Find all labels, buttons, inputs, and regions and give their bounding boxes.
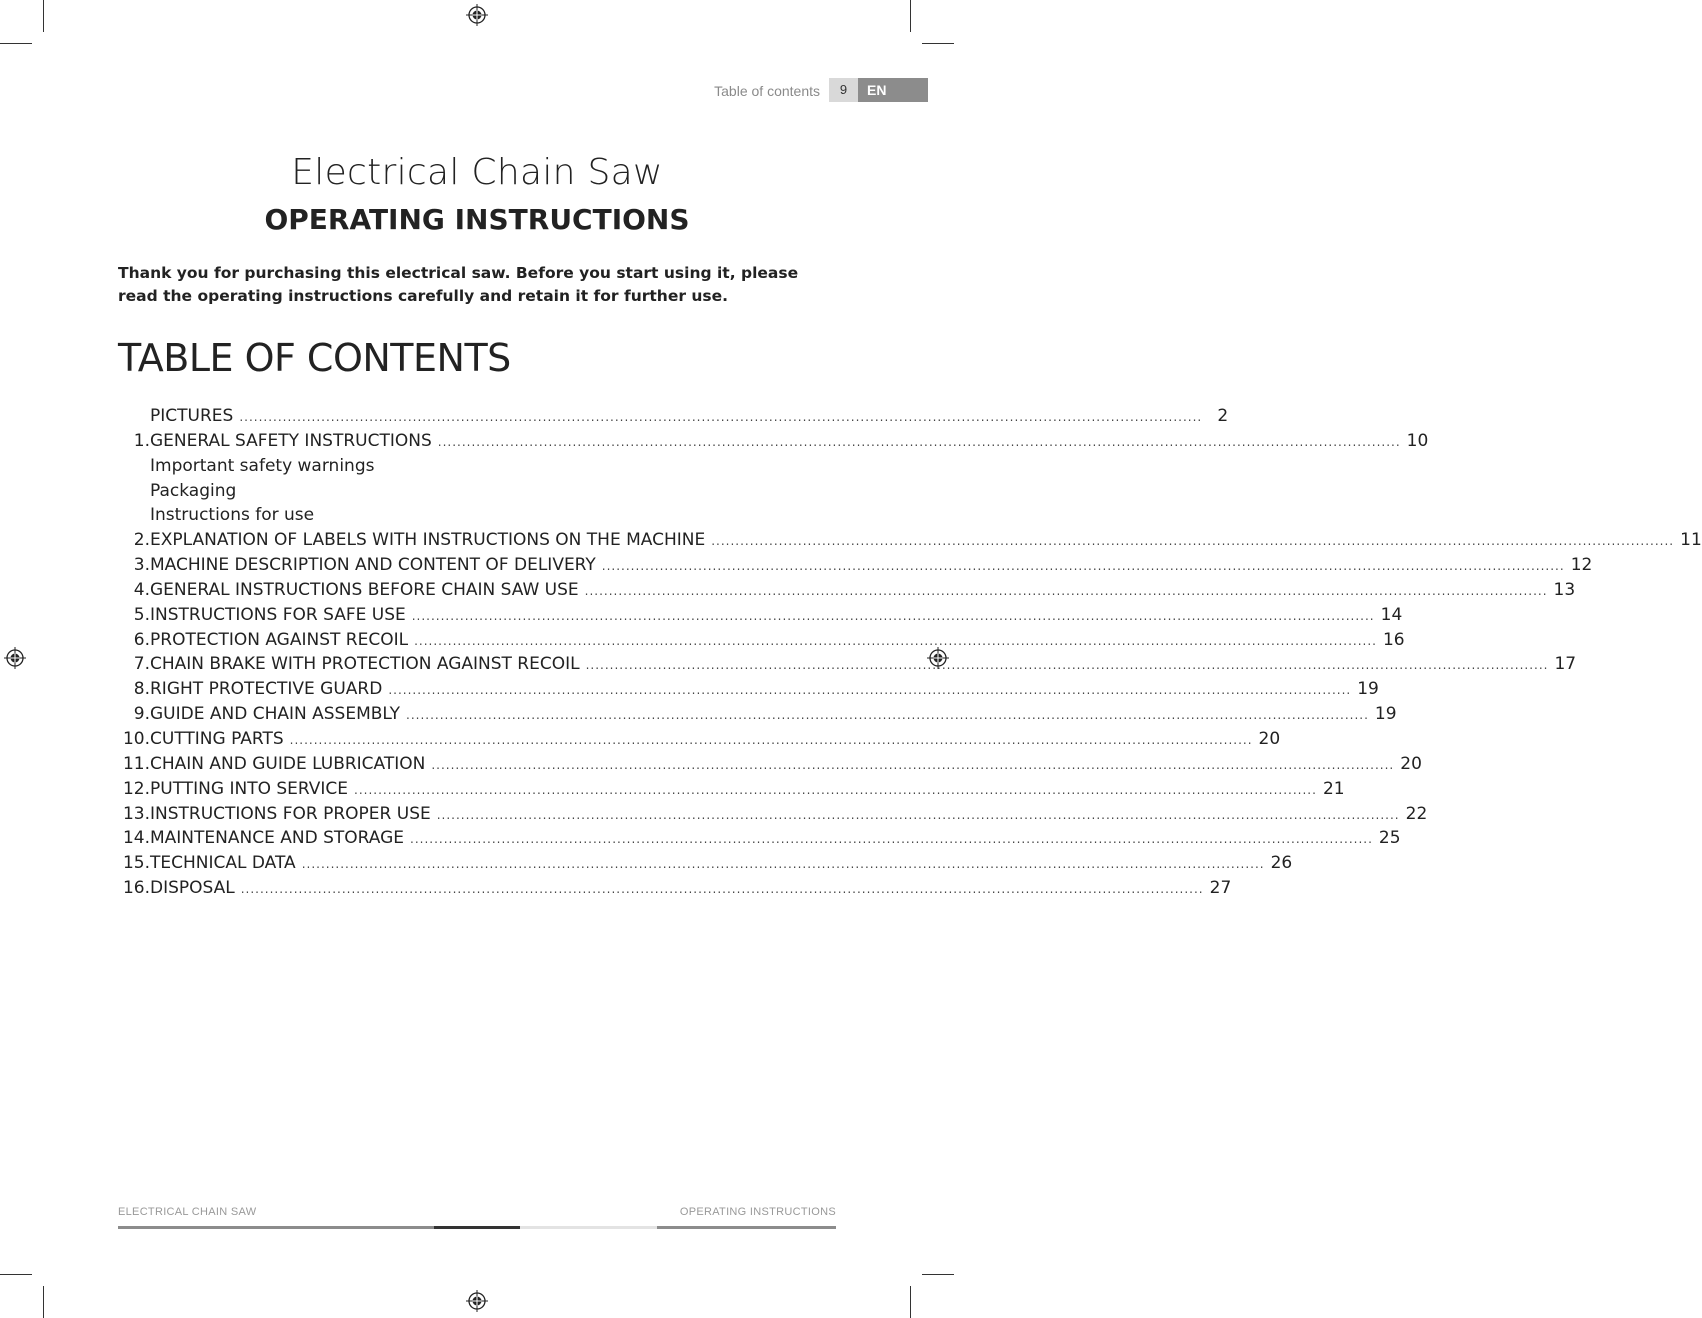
toc-entry[interactable] — [118, 828, 1401, 853]
toc-entry-number: 14. — [122, 828, 150, 849]
toc-entry[interactable] — [118, 803, 1428, 829]
toc-entry-page: 19 — [1374, 704, 1397, 725]
toc-entry[interactable] — [118, 604, 1403, 630]
toc-entry-title: PUTTING INTO SERVICE — [150, 778, 349, 799]
toc-entry[interactable] — [118, 629, 1405, 655]
toc-leader-dots: ........................................................................................................................................................................................................ — [601, 559, 1565, 574]
toc-entry-page: 17 — [1554, 654, 1577, 675]
table-of-contents — [118, 406, 1702, 903]
toc-subentry[interactable] — [118, 456, 836, 481]
footer-rule — [434, 1226, 520, 1229]
footer-rule — [657, 1226, 836, 1229]
toc-entry-title: EXPLANATION OF LABELS WITH INSTRUCTIONS ON THE MACHINE — [150, 530, 706, 551]
toc-leader-dots: ........................................................................................................................................................................................................ — [289, 732, 1253, 747]
toc-entry-page: 2 — [1217, 406, 1229, 426]
header-section-label: Table of contents — [714, 83, 820, 99]
toc-entry-page: 13 — [1553, 579, 1576, 600]
toc-entry-title: RIGHT PROTECTIVE GUARD — [150, 679, 383, 700]
crop-mark — [910, 0, 911, 32]
document-title: Electrical Chain Saw — [291, 152, 663, 193]
toc-entry[interactable] — [118, 579, 1576, 605]
toc-entry-number: 10. — [122, 728, 150, 749]
registration-mark-icon — [4, 647, 26, 669]
toc-entry[interactable] — [118, 878, 1232, 903]
toc-entry[interactable] — [118, 728, 1281, 754]
toc-entry-title: GENERAL INSTRUCTIONS BEFORE CHAIN SAW USE — [150, 579, 579, 600]
toc-entry-number: 6. — [133, 629, 150, 650]
toc-entry-number: 7. — [133, 654, 150, 675]
toc-entry-title: CHAIN BRAKE WITH PROTECTION AGAINST RECOIL — [150, 654, 580, 675]
toc-entry-number: 3. — [133, 555, 150, 576]
toc-entry-number: 1. — [133, 430, 150, 451]
toc-entry-number: 15. — [122, 853, 150, 874]
toc-leader-dots: ........................................................................................................................................................................................................ — [414, 633, 1377, 648]
toc-leader-dots: ........................................................................................................................................................................................................ — [584, 583, 1548, 598]
registration-mark-icon — [466, 1290, 488, 1312]
footer-product-name: ELECTRICAL CHAIN SAW — [118, 1206, 257, 1218]
toc-entry[interactable] — [118, 530, 1702, 555]
crop-mark — [922, 1274, 954, 1275]
toc-entry[interactable] — [118, 679, 1379, 704]
toc-leader-dots: ........................................................................................................................................................................................................ — [437, 434, 1401, 449]
toc-leader-dots: ........................................................................................................................................................................................................ — [431, 757, 1395, 772]
crop-mark — [922, 43, 954, 44]
toc-subentry[interactable] — [118, 505, 836, 530]
toc-entry[interactable] — [118, 555, 1593, 580]
toc-entry-title: CHAIN AND GUIDE LUBRICATION — [150, 753, 426, 774]
footer-doc-type: OPERATING INSTRUCTIONS — [679, 1206, 836, 1218]
toc-entry-title: PICTURES — [150, 406, 234, 426]
toc-entry-page: 20 — [1258, 728, 1281, 749]
toc-entry[interactable] — [118, 853, 1293, 878]
header-language-tab: EN — [858, 78, 928, 102]
footer-rule — [520, 1226, 657, 1229]
toc-entry-number: 11. — [122, 753, 150, 774]
toc-entry-title: MAINTENANCE AND STORAGE — [150, 828, 404, 849]
toc-entry-number: 8. — [133, 679, 150, 700]
toc-leader-dots: ........................................................................................................................................................................................................ — [411, 608, 1375, 623]
registration-mark-icon — [466, 4, 488, 26]
toc-entry-title: CUTTING PARTS — [150, 728, 284, 749]
toc-entry-title: DISPOSAL — [150, 878, 235, 899]
crop-mark — [0, 1274, 32, 1275]
toc-subentry-title: Important safety warnings — [150, 455, 375, 476]
toc-entry-title: MACHINE DESCRIPTION AND CONTENT OF DELIVERY — [150, 555, 596, 576]
toc-leader-dots: ........................................................................................................................................................................................................ — [301, 857, 1265, 872]
toc-entry-page: 12 — [1570, 555, 1593, 576]
document-subtitle: OPERATING INSTRUCTIONS — [264, 203, 690, 236]
toc-entry-page: 26 — [1270, 853, 1293, 874]
toc-entry-page: 22 — [1405, 803, 1428, 824]
toc-entry-number: 16. — [122, 878, 150, 899]
toc-entry-title: INSTRUCTIONS FOR SAFE USE — [150, 604, 406, 625]
toc-entry-title: PROTECTION AGAINST RECOIL — [150, 629, 409, 650]
toc-entry-title: INSTRUCTIONS FOR PROPER USE — [150, 803, 431, 824]
toc-entry-number: 13. — [122, 803, 150, 824]
toc-leader-dots: ........................................................................................................................................................................................................ — [354, 782, 1317, 797]
toc-entry-page: 19 — [1357, 679, 1379, 700]
crop-mark — [0, 43, 32, 44]
toc-entry-page: 20 — [1400, 753, 1422, 774]
intro-paragraph: Thank you for purchasing this electrical saw. Before you start using it, please read the operating instructions carefully and retain it for further use. — [118, 264, 799, 305]
toc-entry[interactable] — [118, 430, 1429, 456]
toc-entry-number: 5. — [133, 604, 150, 625]
toc-leader-dots: ........................................................................................................................................................................................................ — [410, 832, 1373, 847]
toc-entry[interactable] — [118, 704, 1397, 729]
toc-entry-page: 27 — [1209, 878, 1232, 899]
toc-entry-number: 2. — [133, 530, 150, 551]
toc-leader-dots: ........................................................................................................................................................................................................ — [436, 807, 1400, 822]
toc-leader-dots: ........................................................................................................................................................................................................ — [239, 410, 1203, 424]
header-page-number: 9 — [829, 78, 858, 102]
toc-leader-dots: ........................................................................................................................................................................................................ — [240, 882, 1204, 897]
toc-entry-page: 25 — [1378, 828, 1401, 849]
toc-entry[interactable] — [118, 654, 1577, 679]
crop-mark — [43, 0, 44, 32]
toc-entry-page: 10 — [1406, 430, 1429, 451]
toc-entry-page: 14 — [1380, 604, 1403, 625]
toc-entry[interactable] — [118, 778, 1345, 804]
toc-entry-number: 12. — [122, 778, 150, 799]
toc-entry-title: GENERAL SAFETY INSTRUCTIONS — [150, 430, 432, 451]
toc-entry-page: 21 — [1322, 778, 1345, 799]
crop-mark — [43, 1286, 44, 1318]
toc-leader-dots: ........................................................................................................................................................................................................ — [406, 708, 1369, 723]
toc-entry-page: 11 — [1680, 530, 1702, 551]
toc-entry-title: TECHNICAL DATA — [150, 853, 296, 874]
toc-entry-title: GUIDE AND CHAIN ASSEMBLY — [150, 704, 401, 725]
toc-entry[interactable] — [118, 753, 1422, 779]
toc-heading: TABLE OF CONTENTS — [118, 336, 511, 380]
toc-entry-page: 16 — [1382, 629, 1405, 650]
toc-entry-number: 9. — [133, 704, 150, 725]
crop-mark — [910, 1286, 911, 1318]
footer-rule — [118, 1226, 434, 1229]
toc-entry-number: 4. — [133, 579, 150, 600]
toc-subentry-title: Packaging — [150, 480, 237, 501]
toc-entry[interactable] — [118, 406, 1229, 431]
toc-leader-dots: ........................................................................................................................................................................................................ — [711, 534, 1675, 549]
toc-leader-dots: ........................................................................................................................................................................................................ — [585, 658, 1549, 673]
toc-subentry-title: Instructions for use — [150, 505, 315, 526]
toc-subentry[interactable] — [118, 481, 836, 506]
toc-leader-dots: ........................................................................................................................................................................................................ — [388, 683, 1352, 698]
